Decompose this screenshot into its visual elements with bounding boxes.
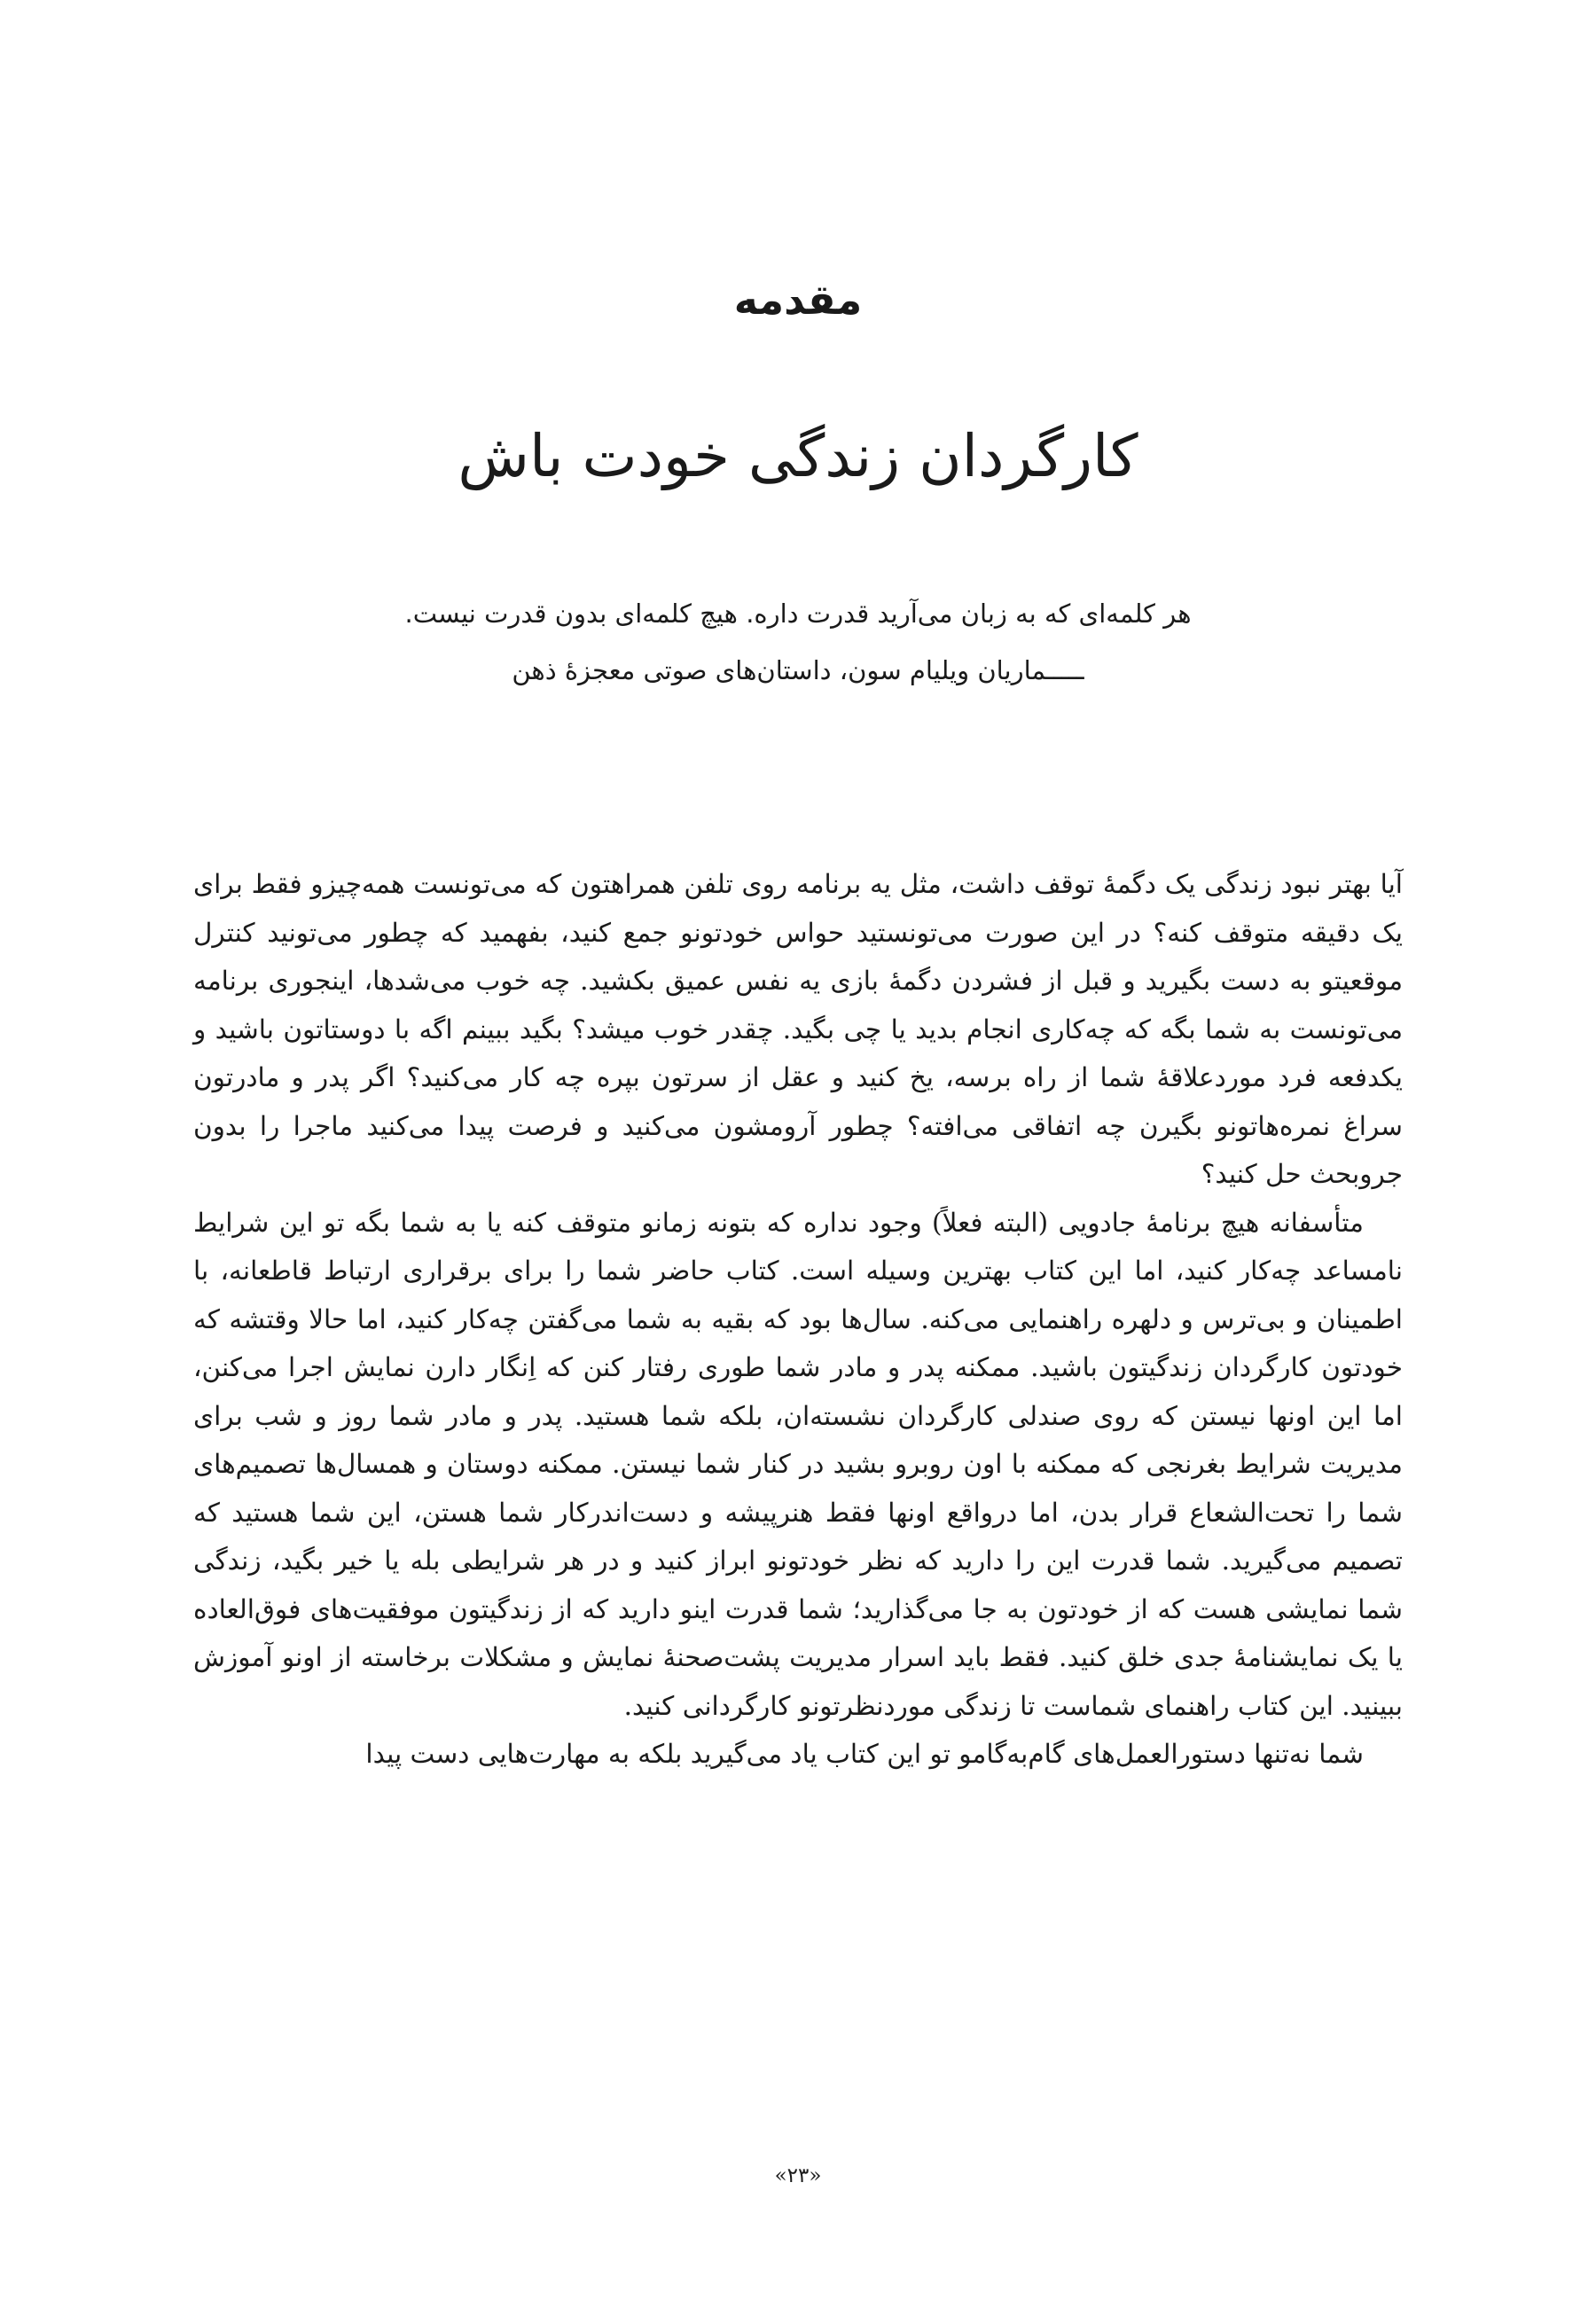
paragraph: شما نه‌تنها دستورالعمل‌های گام‌به‌گامو تو این کتاب یاد می‌گیرید بلکه به مهارت‌هایی دست پیدا: [365, 1739, 1364, 1769]
paragraph: متأسفانه هیچ برنامهٔ جادویی (البته فعلاً) وجود نداره که بتونه زمانو متوقف کنه یا به شما بگه تو این شرایط نامساعد چه‌کار کنید، اما این کتاب بهترین وسیله است. کتاب حاضر شما را برای برقراری ارتباط قاطعانه، با اطمینان و بی‌ترس و دلهره راهنمایی می‌کنه. سال‌ها بود که بقیه به شما می‌گفتن چه‌کار کنید، اما حالا وقتشه که خودتون کارگردان زندگیتون باشید. ممکنه پدر و مادر شما طوری رفتار کنن که اِنگار دارن نمایش اجرا می‌کنن، اما این اونها نیستن که روی صندلی کارگردان نشسته‌ان، بلکه شما هستید. پدر و مادر شما روز و شب برای مدیریت شرایط بغرنجی که ممکنه با اون روبرو بشید در کنار شما نیستن. ممکنه دوستان و همسال‌ها تصمیم‌های شما را تحت‌الشعاع قرار بدن، اما درواقع اونها فقط هنرپیشه و دست‌اندرکار شما هستن، این شما هستید که تصمیم می‌گیرید. شما قدرت این را دارید که نظر خودتونو ابراز کنید و در هر شرایطی بله یا خیر بگید، زندگی شما نمایشی هست که از خودتون به جا می‌گذارید؛ شما قدرت اینو دارید که از زندگیتون موفقیت‌های فوق‌العاده یا یک نمایشنامهٔ جدی خلق کنید. فقط باید اسرار مدیریت پشت‌صحنهٔ نمایش و مشکلات برخاسته از اونو آموزش ببینید. این کتاب راهنمای شماست تا زندگی موردنظرتونو کارگردانی کنید.: [193, 1207, 1403, 1721]
epigraph: [0, 585, 1596, 699]
body-text: [193, 860, 1403, 1779]
epigraph-attribution: ـــــماریان ویلیام سون، داستان‌های صوتی معجزهٔ ذهن: [512, 655, 1084, 685]
paragraph: آیا بهتر نبود زندگی یک دگمهٔ توقف داشت، مثل یه برنامه روی تلفن همراهتون که می‌تونست همه‌چیزو فقط برای یک دقیقه متوقف کنه؟ در این صورت می‌تونستید حواس خودتونو جمع کنید، بفهمید که چطور می‌تونید کنترل موقعیتو به دست بگیرید و قبل از فشردن دگمهٔ بازی یه نفس عمیق بکشید. چه خوب می‌شدها، اینجوری برنامه می‌تونست به شما بگه که چه‌کاری انجام بدید یا چی بگید. چقدر خوب میشد؟ بگید ببینم اگه با دوستاتون باشید و یکدفعه فرد موردعلاقهٔ شما از راه برسه، یخ کنید و عقل از سرتون بپره چه کار می‌کنید؟ اگر پدر و مادرتون سراغ نمره‌هاتونو بگیرن چه اتفاقی می‌افته؟ چطور آرومشون می‌کنید و فرصت پیدا می‌کنید ماجرا را بدون جروبحث حل کنید؟: [193, 869, 1403, 1189]
page-number: «۲۳»: [774, 2164, 822, 2187]
section-label: مقدمه: [733, 276, 863, 324]
chapter-title: کارگردان زندگی خودت باش: [458, 422, 1138, 490]
epigraph-quote: هر کلمه‌ای که به زبان می‌آرید قدرت داره. هیچ کلمه‌ای بدون قدرت نیست.: [404, 598, 1192, 629]
